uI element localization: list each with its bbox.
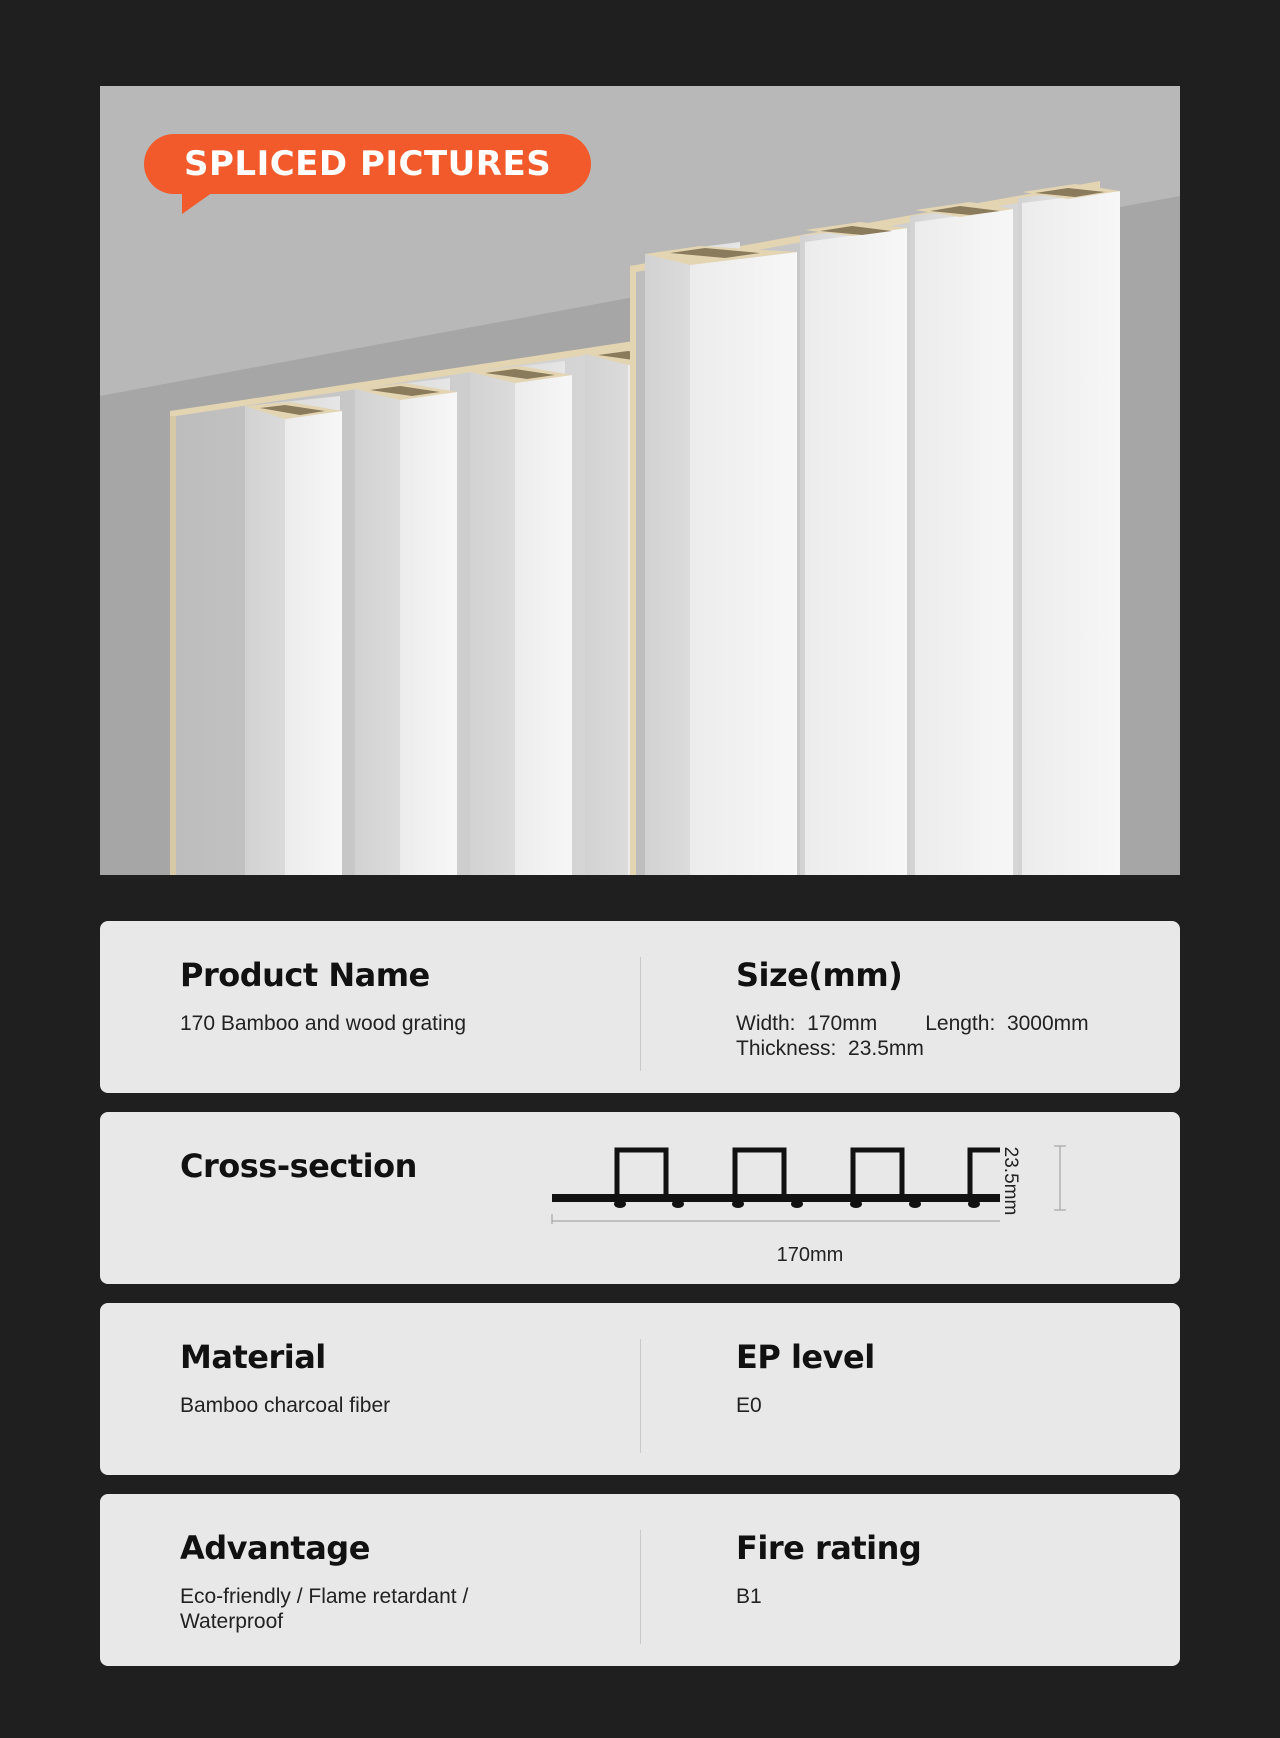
product-name-cell bbox=[180, 955, 620, 1036]
product-name-title: Product Name bbox=[180, 956, 430, 994]
card-divider bbox=[640, 1339, 641, 1453]
card-divider bbox=[640, 957, 641, 1071]
badge-tail bbox=[182, 190, 216, 214]
fire-rating-title: Fire rating bbox=[736, 1529, 922, 1567]
size-values bbox=[736, 1011, 1156, 1061]
size-length: Length: 3000mm bbox=[925, 1012, 1089, 1035]
ep-level-title: EP level bbox=[736, 1338, 875, 1376]
size-cell bbox=[736, 955, 1156, 1061]
ep-level-value: E0 bbox=[736, 1394, 762, 1417]
material-title: Material bbox=[180, 1338, 326, 1376]
cross-section-diagram bbox=[550, 1136, 1000, 1246]
cross-section-height-label: 23.5mm bbox=[1000, 1146, 1021, 1216]
cross-section-title: Cross-section bbox=[180, 1147, 417, 1185]
fire-rating-cell bbox=[736, 1528, 1156, 1609]
material-card bbox=[100, 1303, 1180, 1475]
panel-render-illustration bbox=[100, 86, 1180, 875]
size-thickness: Thickness: 23.5mm bbox=[736, 1037, 924, 1060]
ep-level-cell bbox=[736, 1337, 1156, 1418]
product-info-card bbox=[100, 921, 1180, 1093]
advantage-title: Advantage bbox=[180, 1529, 370, 1567]
card-divider bbox=[640, 1530, 641, 1644]
cross-section-card bbox=[100, 1112, 1180, 1284]
cross-section-width-label: 170mm bbox=[776, 1244, 844, 1266]
material-cell bbox=[180, 1337, 620, 1418]
advantage-cell bbox=[180, 1528, 520, 1634]
advantage-value: Eco-friendly / Flame retardant / Waterproof bbox=[180, 1585, 469, 1633]
product-name-value: 170 Bamboo and wood grating bbox=[180, 1012, 467, 1035]
size-title: Size(mm) bbox=[736, 956, 903, 994]
material-value: Bamboo charcoal fiber bbox=[180, 1394, 391, 1417]
size-width: Width: 170mm bbox=[736, 1012, 878, 1035]
hero-image bbox=[100, 86, 1180, 875]
fire-rating-value: B1 bbox=[736, 1585, 762, 1608]
advantage-card bbox=[100, 1494, 1180, 1666]
height-dimension-line bbox=[1050, 1140, 1070, 1220]
spliced-pictures-badge: SPLICED PICTURES bbox=[144, 134, 591, 194]
